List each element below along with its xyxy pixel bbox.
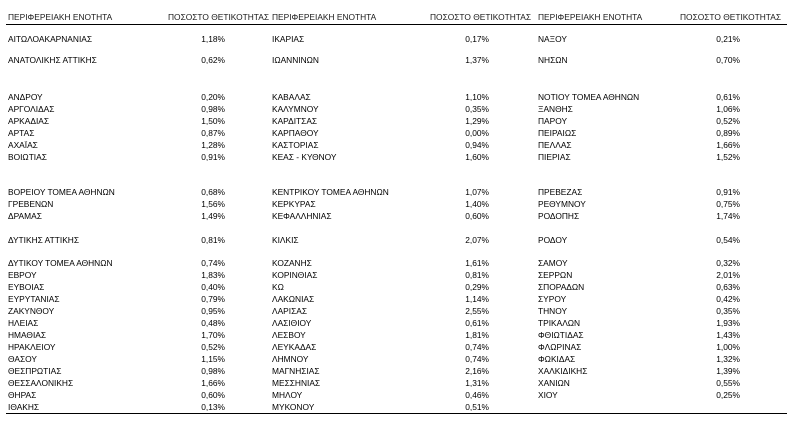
region-name: ΡΕΘΥΜΝΟΥ <box>538 199 586 209</box>
region-name: ΧΑΛΚΙΔΙΚΗΣ <box>538 366 588 376</box>
positivity-value: 1,83% <box>201 270 225 280</box>
positivity-value: 1,50% <box>201 116 225 126</box>
positivity-value: 0,61% <box>716 92 740 102</box>
positivity-value: 1,14% <box>465 294 489 304</box>
positivity-value: 1,66% <box>201 378 225 388</box>
header-rule <box>6 24 787 25</box>
positivity-value: 1,32% <box>716 354 740 364</box>
positivity-value: 0,42% <box>716 294 740 304</box>
positivity-value: 0,48% <box>201 318 225 328</box>
region-name: ΧΙΟΥ <box>538 390 558 400</box>
positivity-value: 1,40% <box>465 199 489 209</box>
positivity-value: 2,07% <box>465 235 489 245</box>
positivity-value: 1,43% <box>716 330 740 340</box>
col1-positivity-header: ΠΟΣΟΣΤΟ ΘΕΤΙΚΟΤΗΤΑΣ <box>168 12 270 22</box>
region-name: ΔΥΤΙΚΗΣ ΑΤΤΙΚΗΣ <box>8 235 80 245</box>
positivity-value: 1,31% <box>465 378 489 388</box>
positivity-value: 1,39% <box>716 366 740 376</box>
region-name: ΜΕΣΣΗΝΙΑΣ <box>272 378 321 388</box>
region-name: ΘΕΣΠΡΩΤΙΑΣ <box>8 366 62 376</box>
positivity-value: 0,74% <box>465 342 489 352</box>
region-name: ΚΟΡΙΝΘΙΑΣ <box>272 270 318 280</box>
bottom-rule <box>6 413 787 414</box>
positivity-value: 0,40% <box>201 282 225 292</box>
positivity-value: 0,29% <box>465 282 489 292</box>
region-name: ΣΕΡΡΩΝ <box>538 270 573 280</box>
region-name: ΧΑΝΙΩΝ <box>538 378 570 388</box>
positivity-value: 0,54% <box>716 235 740 245</box>
positivity-value: 0,35% <box>716 306 740 316</box>
positivity-value: 2,55% <box>465 306 489 316</box>
region-name: ΛΕΣΒΟΥ <box>272 330 306 340</box>
region-name: ΗΜΑΘΙΑΣ <box>8 330 47 340</box>
positivity-value: 1,70% <box>201 330 225 340</box>
positivity-value: 0,70% <box>716 55 740 65</box>
region-name: ΙΩΑΝΝΙΝΩΝ <box>272 55 319 65</box>
region-name: ΒΟΙΩΤΙΑΣ <box>8 152 47 162</box>
positivity-value: 1,52% <box>716 152 740 162</box>
positivity-value: 0,95% <box>201 306 225 316</box>
positivity-value: 0,52% <box>201 342 225 352</box>
positivity-value: 0,74% <box>201 258 225 268</box>
positivity-value: 1,74% <box>716 211 740 221</box>
positivity-value: 1,61% <box>465 258 489 268</box>
region-name: ΤΡΙΚΑΛΩΝ <box>538 318 581 328</box>
region-name: ΘΕΣΣΑΛΟΝΙΚΗΣ <box>8 378 74 388</box>
positivity-value: 1,06% <box>716 104 740 114</box>
col1-region-header: ΠΕΡΙΦΕΡΕΙΑΚΗ ΕΝΟΤΗΤΑ <box>8 12 113 22</box>
positivity-value: 0,79% <box>201 294 225 304</box>
region-name: ΣΥΡΟΥ <box>538 294 567 304</box>
region-name: ΘΗΡΑΣ <box>8 390 37 400</box>
region-name: ΑΡΤΑΣ <box>8 128 35 138</box>
region-name: ΤΗΝΟΥ <box>538 306 568 316</box>
col2-region-header: ΠΕΡΙΦΕΡΕΙΑΚΗ ΕΝΟΤΗΤΑ <box>272 12 377 22</box>
region-name: ΚΑΡΠΑΘΟΥ <box>272 128 319 138</box>
region-name: ΡΟΔΟΠΗΣ <box>538 211 580 221</box>
positivity-value: 0,21% <box>716 34 740 44</box>
region-name: ΕΥΒΟΙΑΣ <box>8 282 45 292</box>
positivity-value: 1,15% <box>201 354 225 364</box>
region-name: ΣΠΟΡΑΔΩΝ <box>538 282 585 292</box>
positivity-value: 0,63% <box>716 282 740 292</box>
region-name: ΦΩΚΙΔΑΣ <box>538 354 576 364</box>
region-name: ΚΕΝΤΡΙΚΟΥ ΤΟΜΕΑ ΑΘΗΝΩΝ <box>272 187 389 197</box>
positivity-value: 0,20% <box>201 92 225 102</box>
positivity-value: 1,37% <box>465 55 489 65</box>
positivity-value: 0,91% <box>716 187 740 197</box>
positivity-value: 1,07% <box>465 187 489 197</box>
region-name: ΞΑΝΘΗΣ <box>538 104 573 114</box>
region-name: ΓΡΕΒΕΝΩΝ <box>8 199 54 209</box>
positivity-value: 0,61% <box>465 318 489 328</box>
positivity-value: 0,52% <box>716 116 740 126</box>
positivity-value: 0,87% <box>201 128 225 138</box>
region-name: ΜΑΓΝΗΣΙΑΣ <box>272 366 320 376</box>
positivity-value: 0,25% <box>716 390 740 400</box>
positivity-value: 0,55% <box>716 378 740 388</box>
region-name: ΚΕΑΣ - ΚΥΘΝΟΥ <box>272 152 337 162</box>
region-name: ΣΑΜΟΥ <box>538 258 568 268</box>
positivity-value: 0,68% <box>201 187 225 197</box>
region-name: ΗΡΑΚΛΕΙΟΥ <box>8 342 56 352</box>
positivity-value: 1,60% <box>465 152 489 162</box>
region-name: ΑΝΔΡΟΥ <box>8 92 43 102</box>
positivity-value: 0,60% <box>465 211 489 221</box>
region-name: ΠΙΕΡΙΑΣ <box>538 152 571 162</box>
positivity-value: 0,46% <box>465 390 489 400</box>
region-name: ΛΕΥΚΑΔΑΣ <box>272 342 317 352</box>
positivity-value: 0,89% <box>716 128 740 138</box>
col2-positivity-header: ΠΟΣΟΣΤΟ ΘΕΤΙΚΟΤΗΤΑΣ <box>430 12 532 22</box>
region-name: ΠΡΕΒΕΖΑΣ <box>538 187 583 197</box>
positivity-value: 0,75% <box>716 199 740 209</box>
positivity-value: 2,16% <box>465 366 489 376</box>
region-name: ΜΗΛΟΥ <box>272 390 303 400</box>
col3-positivity-header: ΠΟΣΟΣΤΟ ΘΕΤΙΚΟΤΗΤΑΣ <box>680 12 782 22</box>
positivity-value: 0,74% <box>465 354 489 364</box>
positivity-value: 1,10% <box>465 92 489 102</box>
region-name: ΗΛΕΙΑΣ <box>8 318 39 328</box>
region-name: ΡΟΔΟΥ <box>538 235 568 245</box>
positivity-value: 0,81% <box>465 270 489 280</box>
region-name: ΚΙΛΚΙΣ <box>272 235 299 245</box>
positivity-value: 1,49% <box>201 211 225 221</box>
region-name: ΙΘΑΚΗΣ <box>8 402 40 412</box>
positivity-value: 1,81% <box>465 330 489 340</box>
positivity-value: 1,00% <box>716 342 740 352</box>
region-name: ΔΥΤΙΚΟΥ ΤΟΜΕΑ ΑΘΗΝΩΝ <box>8 258 113 268</box>
region-name: ΜΥΚΟΝΟΥ <box>272 402 315 412</box>
region-name: ΘΑΣΟΥ <box>8 354 37 364</box>
region-name: ΛΑΡΙΣΑΣ <box>272 306 308 316</box>
region-name: ΛΑΣΙΘΙΟΥ <box>272 318 312 328</box>
region-name: ΚΩ <box>272 282 284 292</box>
region-name: ΦΘΙΩΤΙΔΑΣ <box>538 330 584 340</box>
positivity-value: 0,98% <box>201 366 225 376</box>
positivity-value: 1,28% <box>201 140 225 150</box>
region-name: ΑΡΓΟΛΙΔΑΣ <box>8 104 55 114</box>
region-name: ΚΕΡΚΥΡΑΣ <box>272 199 316 209</box>
positivity-value: 1,93% <box>716 318 740 328</box>
region-name: ΚΑΣΤΟΡΙΑΣ <box>272 140 319 150</box>
positivity-value: 0,94% <box>465 140 489 150</box>
region-name: ΑΝΑΤΟΛΙΚΗΣ ΑΤΤΙΚΗΣ <box>8 55 97 65</box>
positivity-value: 0,60% <box>201 390 225 400</box>
region-name: ΑΙΤΩΛΟΑΚΑΡΝΑΝΙΑΣ <box>8 34 93 44</box>
positivity-value: 0,81% <box>201 235 225 245</box>
region-name: ΑΧΑΪΑΣ <box>8 140 38 150</box>
region-name: ΚΑΛΥΜΝΟΥ <box>272 104 319 114</box>
region-name: ΚΟΖΑΝΗΣ <box>272 258 312 268</box>
positivity-value: 0,51% <box>465 402 489 412</box>
positivity-value: 0,32% <box>716 258 740 268</box>
positivity-value: 0,13% <box>201 402 225 412</box>
region-name: ΛΑΚΩΝΙΑΣ <box>272 294 315 304</box>
positivity-value: 1,56% <box>201 199 225 209</box>
positivity-value: 0,91% <box>201 152 225 162</box>
region-name: ΕΒΡΟΥ <box>8 270 37 280</box>
region-name: ΙΚΑΡΙΑΣ <box>272 34 305 44</box>
region-name: ΝΑΞΟΥ <box>538 34 567 44</box>
region-name: ΚΑΡΔΙΤΣΑΣ <box>272 116 318 126</box>
positivity-value: 1,18% <box>201 34 225 44</box>
region-name: ΛΗΜΝΟΥ <box>272 354 309 364</box>
positivity-value: 0,35% <box>465 104 489 114</box>
positivity-value: 0,98% <box>201 104 225 114</box>
region-name: ΝΟΤΙΟΥ ΤΟΜΕΑ ΑΘΗΝΩΝ <box>538 92 640 102</box>
region-name: ΚΕΦΑΛΛΗΝΙΑΣ <box>272 211 332 221</box>
region-name: ΕΥΡΥΤΑΝΙΑΣ <box>8 294 60 304</box>
col3-region-header: ΠΕΡΙΦΕΡΕΙΑΚΗ ΕΝΟΤΗΤΑ <box>538 12 643 22</box>
positivity-value: 0,00% <box>465 128 489 138</box>
region-name: ΦΛΩΡΙΝΑΣ <box>538 342 582 352</box>
region-name: ΒΟΡΕΙΟΥ ΤΟΜΕΑ ΑΘΗΝΩΝ <box>8 187 115 197</box>
region-name: ΖΑΚΥΝΘΟΥ <box>8 306 55 316</box>
positivity-value: 0,17% <box>465 34 489 44</box>
region-name: ΑΡΚΑΔΙΑΣ <box>8 116 50 126</box>
region-name: ΔΡΑΜΑΣ <box>8 211 42 221</box>
region-name: ΠΑΡΟΥ <box>538 116 568 126</box>
positivity-value: 1,29% <box>465 116 489 126</box>
positivity-value: 2,01% <box>716 270 740 280</box>
positivity-value: 0,62% <box>201 55 225 65</box>
positivity-value: 1,66% <box>716 140 740 150</box>
region-name: ΠΕΛΛΑΣ <box>538 140 572 150</box>
region-name: ΠΕΙΡΑΙΩΣ <box>538 128 577 138</box>
region-name: ΚΑΒΑΛΑΣ <box>272 92 311 102</box>
region-name: ΝΗΣΩΝ <box>538 55 568 65</box>
